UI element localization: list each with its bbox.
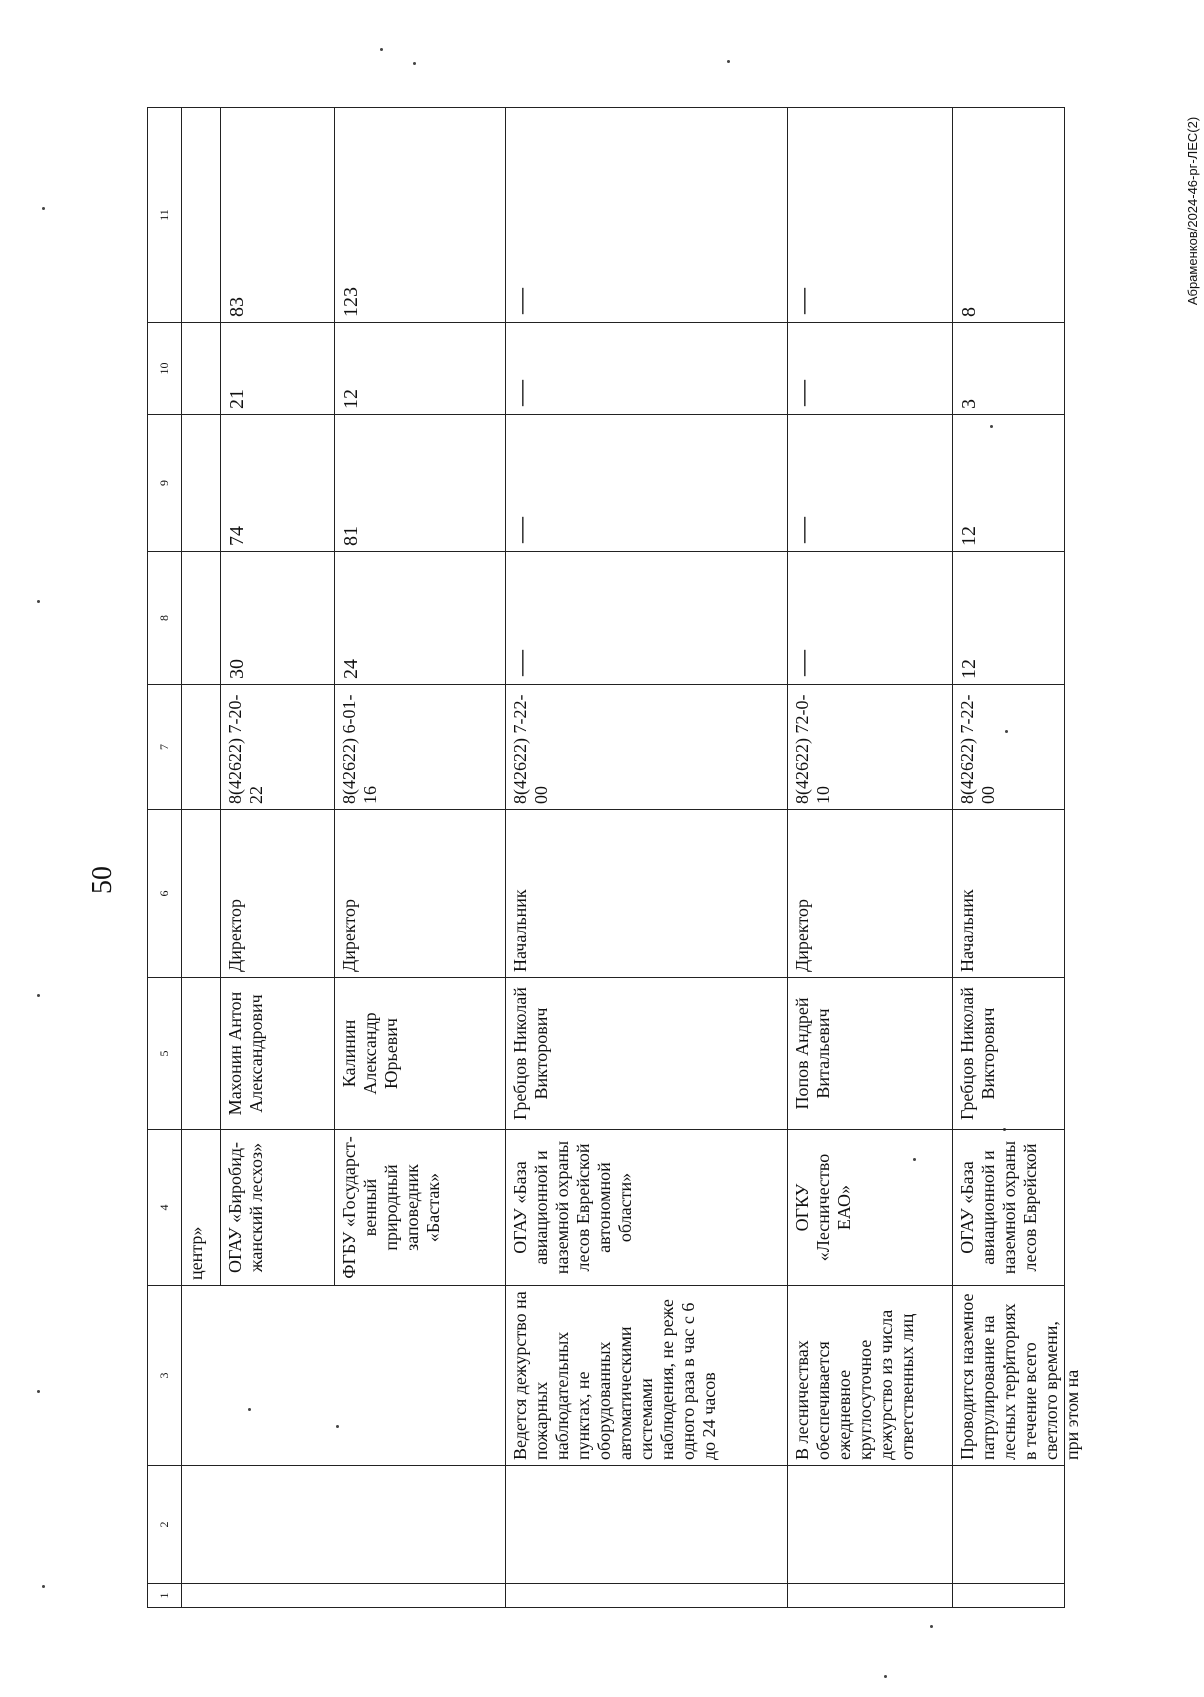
table-row xyxy=(953,108,1065,1608)
cell-person: Попов Андрей Витальевич xyxy=(788,978,953,1130)
table-row xyxy=(505,108,788,1608)
cell-col8: 12 xyxy=(953,552,1065,685)
cell-org: ОГАУ «Биробид-жанский лесхоз» xyxy=(220,1130,334,1286)
cell-position: Директор xyxy=(335,810,506,978)
cell-position: Начальник xyxy=(505,810,788,978)
cell-col9: 74 xyxy=(220,415,334,552)
cell-col11: 123 xyxy=(335,108,506,323)
cell-col11: 83 xyxy=(220,108,334,323)
cell-person: Гребцов Николай Викторович xyxy=(953,978,1065,1130)
cell-org: ОГАУ «База авиационной и наземной охраны лесов Еврейской автономной области» xyxy=(505,1130,788,1286)
cell-col9: 81 xyxy=(335,415,506,552)
cell-phone: 8(42622) 7-22-00 xyxy=(505,685,788,810)
cell-col2 xyxy=(788,1466,953,1584)
cell-col10: 12 xyxy=(335,323,506,415)
cell-person xyxy=(182,978,221,1130)
cell-col11 xyxy=(182,108,221,323)
cell-col9: — xyxy=(788,415,953,552)
column-number: 2 xyxy=(148,1466,182,1584)
cell-position xyxy=(182,810,221,978)
column-number: 9 xyxy=(148,415,182,552)
cell-col2 xyxy=(953,1466,1065,1584)
cell-col9: — xyxy=(505,415,788,552)
scan-speck xyxy=(884,1675,887,1678)
cell-col1 xyxy=(953,1584,1065,1608)
cell-col10 xyxy=(182,323,221,415)
scan-speck xyxy=(37,994,40,997)
scan-speck xyxy=(37,1390,40,1393)
cell-phone: 8(42622) 7-22-00 xyxy=(953,685,1065,810)
page-number: 50 xyxy=(87,866,118,894)
cell-col8: — xyxy=(788,552,953,685)
cell-col1 xyxy=(505,1584,788,1608)
cell-person: Махонин Антон Александрович xyxy=(220,978,334,1130)
cell-position: Директор xyxy=(220,810,334,978)
cell-position: Начальник xyxy=(953,810,1065,978)
cell-col2 xyxy=(505,1466,788,1584)
cell-col9 xyxy=(182,415,221,552)
cell-col10: 21 xyxy=(220,323,334,415)
cell-col10: — xyxy=(505,323,788,415)
cell-col11: 8 xyxy=(953,108,1065,323)
cell-org xyxy=(953,1130,1065,1286)
cell-col11: — xyxy=(505,108,788,323)
cell-measure-text: Проводится наземное патрулирование на лесных территориях в течение всего светлого времени, при этом на xyxy=(957,1293,1083,1460)
column-number: 10 xyxy=(148,323,182,415)
cell-org: центр» xyxy=(182,1130,221,1286)
cell-org: ОГКУ «Лесничество ЕАО» xyxy=(788,1130,953,1286)
cell-measure: В лесничествах обеспечивается ежедневное круглосуточное дежурство из числа ответственных лиц xyxy=(788,1286,953,1466)
cell-measure xyxy=(182,1286,506,1466)
column-number: 6 xyxy=(148,810,182,978)
cell-person: Калинин Александр Юрьевич xyxy=(335,978,506,1130)
table-row xyxy=(788,108,953,1608)
cell-col10: 3 xyxy=(953,323,1065,415)
cell-col8: 24 xyxy=(335,552,506,685)
document-code: Абраменков/2024-46-рг-ЛЕС(2) xyxy=(1185,116,1200,306)
cell-phone: 8(42622) 7-20-22 xyxy=(220,685,334,810)
rotated-table-wrapper xyxy=(147,108,1083,1608)
cell-col9: 12 xyxy=(953,415,1065,552)
cell-phone: 8(42622) 72-0-10 xyxy=(788,685,953,810)
column-number-row xyxy=(148,108,182,1608)
cell-position: Директор xyxy=(788,810,953,978)
cell-person: Гребцов Николай Викторович xyxy=(505,978,788,1130)
scan-speck xyxy=(380,48,383,51)
column-number: 4 xyxy=(148,1130,182,1286)
cell-phone xyxy=(182,685,221,810)
scan-speck xyxy=(727,60,730,63)
cell-col11: — xyxy=(788,108,953,323)
cell-col8: — xyxy=(505,552,788,685)
scan-speck xyxy=(37,600,40,603)
cell-col8 xyxy=(182,552,221,685)
scan-speck xyxy=(413,62,416,65)
column-number: 8 xyxy=(148,552,182,685)
column-number: 3 xyxy=(148,1286,182,1466)
cell-phone: 8(42622) 6-01-16 xyxy=(335,685,506,810)
column-number: 11 xyxy=(148,108,182,323)
cell-col1 xyxy=(788,1584,953,1608)
table-row xyxy=(182,108,221,1608)
cell-col10: — xyxy=(788,323,953,415)
scan-speck xyxy=(42,207,45,210)
cell-col2 xyxy=(182,1466,506,1584)
cell-measure xyxy=(953,1286,1083,1466)
cell-org: ФГБУ «Государст-венный природный заповедник «Бастак» xyxy=(335,1130,506,1286)
column-number: 1 xyxy=(148,1584,182,1608)
cell-measure: Ведется дежурство на пожарных наблюдательных пунктах, не оборудованных автоматическими системами наблюдения, не реже одного раза в час с 6 до 24 часов xyxy=(505,1286,788,1466)
cell-col8: 30 xyxy=(220,552,334,685)
scan-speck xyxy=(42,1585,45,1588)
column-number: 7 xyxy=(148,685,182,810)
cell-org-text: ОГАУ «База авиационной и наземной охраны лесов Еврейской xyxy=(957,1140,1041,1275)
fire-duty-table xyxy=(147,107,1083,1608)
scan-speck xyxy=(930,1625,933,1628)
column-number: 5 xyxy=(148,978,182,1130)
cell-col1 xyxy=(182,1584,506,1608)
